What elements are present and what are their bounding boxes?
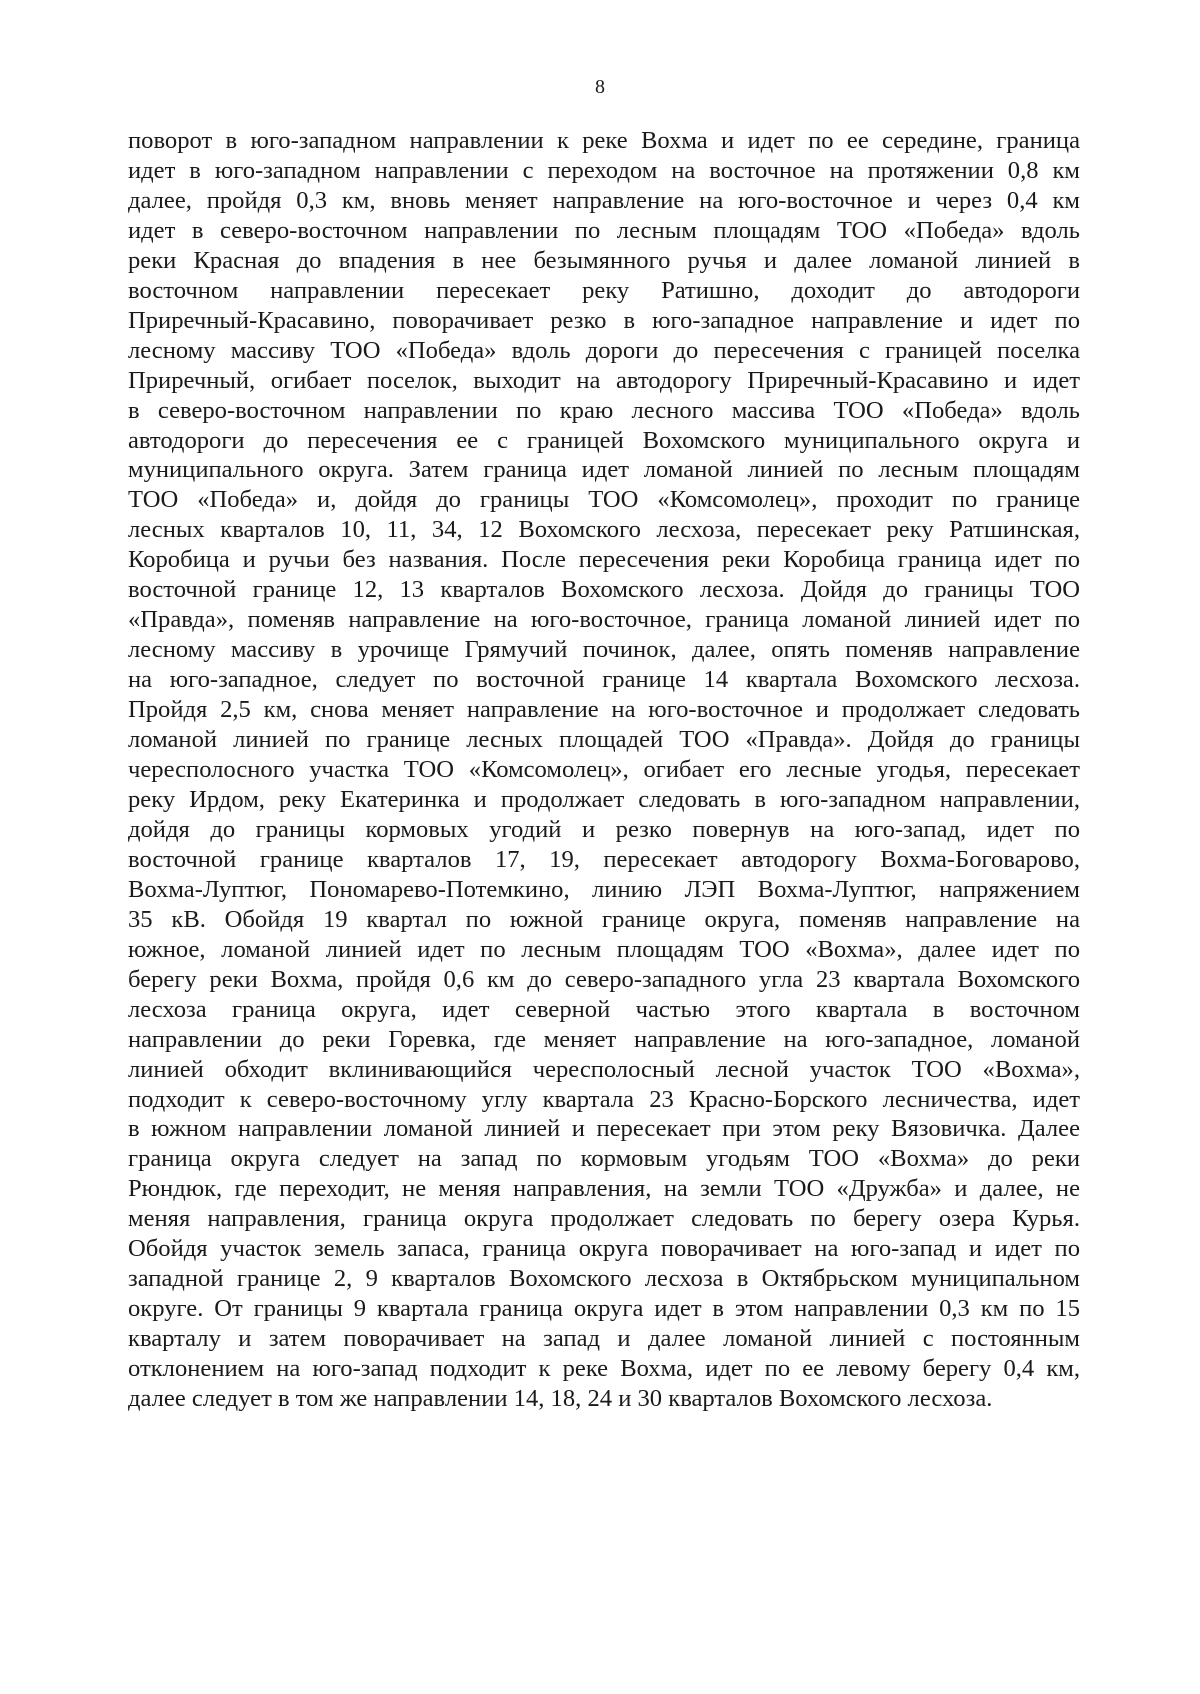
text-line: подходит к северо-восточному углу квартала 23 Красно-Борского лесничества, идет <box>128 1085 1080 1113</box>
text-line: реки Красная до впадения в нее безымянного ручья и далее ломаной линией в <box>128 246 1080 274</box>
text-line: Рюндюк, где переходит, не меняя направления, на земли ТОО «Дружба» и далее, не <box>128 1175 1080 1203</box>
text-line: 35 кВ. Обойдя 19 квартал по южной границе округа, поменяв направление на <box>128 905 1080 933</box>
text-line: лесных кварталов 10, 11, 34, 12 Вохомского лесхоза, пересекает реку Ратшинская, <box>128 516 1080 544</box>
text-line: Приречный, огибает поселок, выходит на автодорогу Приречный-Красавино и идет <box>128 366 1080 394</box>
text-line: ТОО «Победа» и, дойдя до границы ТОО «Комсомолец», проходит по границе <box>128 486 1080 514</box>
text-line: далее следует в том же направлении 14, 18, 24 и 30 кварталов Вохомского лесхоза. <box>128 1385 993 1413</box>
text-line: округе. От границы 9 квартала граница округа идет в этом направлении 0,3 км по 15 <box>128 1295 1080 1323</box>
text-line: западной границе 2, 9 кварталов Вохомского лесхоза в Октябрьском муниципальном <box>128 1265 1080 1293</box>
text-line: линией обходит вклинивающийся чересполосный лесной участок ТОО «Вохма», <box>128 1055 1080 1083</box>
text-line: в южном направлении ломаной линией и пересекает при этом реку Вязовичка. Далее <box>128 1115 1080 1143</box>
text-line: реку Ирдом, реку Екатеринка и продолжает следовать в юго-западном направлении, <box>128 785 1080 813</box>
text-line: меняя направления, граница округа продолжает следовать по берегу озера Курья. <box>128 1205 1080 1233</box>
text-line: отклонением на юго-запад подходит к реке Вохма, идет по ее левому берегу 0,4 км, <box>128 1355 1080 1383</box>
text-line: лесному массиву в урочище Грямучий починок, далее, опять поменяв направление <box>128 636 1080 664</box>
text-line: восточном направлении пересекает реку Ратишно, доходит до автодороги <box>128 276 1080 304</box>
text-line: муниципального округа. Затем граница идет ломаной линией по лесным площадям <box>128 456 1080 484</box>
text-line: ломаной линией по границе лесных площадей ТОО «Правда». Дойдя до границы <box>128 726 1080 754</box>
text-line: на юго-западное, следует по восточной границе 14 квартала Вохомского лесхоза. <box>128 666 1080 694</box>
text-line: Вохма-Луптюг, Пономарево-Потемкино, линию ЛЭП Вохма-Луптюг, напряжением <box>128 875 1080 903</box>
text-line: «Правда», поменяв направление на юго-восточное, граница ломаной линией идет по <box>128 606 1080 634</box>
body-paragraph <box>128 126 1080 1414</box>
text-line: граница округа следует на запад по кормовым угодьям ТОО «Вохма» до реки <box>128 1145 1080 1173</box>
text-line: берегу реки Вохма, пройдя 0,6 км до северо-западного угла 23 квартала Вохомского <box>128 965 1080 993</box>
page-number: 8 <box>595 76 605 98</box>
text-line: южное, ломаной линией идет по лесным площадям ТОО «Вохма», далее идет по <box>128 935 1080 963</box>
text-line: автодороги до пересечения ее с границей Вохомского муниципального округа и <box>128 426 1080 454</box>
text-line: Обойдя участок земель запаса, граница округа поворачивает на юго-запад и идет по <box>128 1235 1080 1263</box>
text-line: восточной границе 12, 13 кварталов Вохомского лесхоза. Дойдя до границы ТОО <box>128 576 1080 604</box>
text-line: чересполосного участка ТОО «Комсомолец», огибает его лесные угодья, пересекает <box>128 756 1080 784</box>
text-line: кварталу и затем поворачивает на запад и далее ломаной линией с постоянным <box>128 1325 1080 1353</box>
text-line: поворот в юго-западном направлении к реке Вохма и идет по ее середине, граница <box>128 127 1080 154</box>
text-line: в северо-восточном направлении по краю лесного массива ТОО «Победа» вдоль <box>128 396 1080 424</box>
text-line: лесхоза граница округа, идет северной частью этого квартала в восточном <box>128 995 1080 1023</box>
text-line: восточной границе кварталов 17, 19, пересекает автодорогу Вохма-Боговарово, <box>128 845 1080 873</box>
text-line: идет в северо-восточном направлении по лесным площадям ТОО «Победа» вдоль <box>128 216 1080 244</box>
text-line: Пройдя 2,5 км, снова меняет направление на юго-восточное и продолжает следовать <box>128 696 1080 724</box>
text-line: Приречный-Красавино, поворачивает резко в юго-западное направление и идет по <box>128 306 1080 334</box>
text-line: лесному массиву ТОО «Победа» вдоль дороги до пересечения с границей поселка <box>128 336 1080 364</box>
text-line: дойдя до границы кормовых угодий и резко повернув на юго-запад, идет по <box>128 815 1080 843</box>
text-line: далее, пройдя 0,3 км, вновь меняет направление на юго-восточное и через 0,4 км <box>128 186 1080 214</box>
text-line: идет в юго-западном направлении с переходом на восточное на протяжении 0,8 км <box>128 156 1080 184</box>
text-line: направлении до реки Горевка, где меняет направление на юго-западное, ломаной <box>128 1025 1080 1053</box>
text-line: Коробица и ручьи без названия. После пересечения реки Коробица граница идет по <box>128 546 1080 574</box>
